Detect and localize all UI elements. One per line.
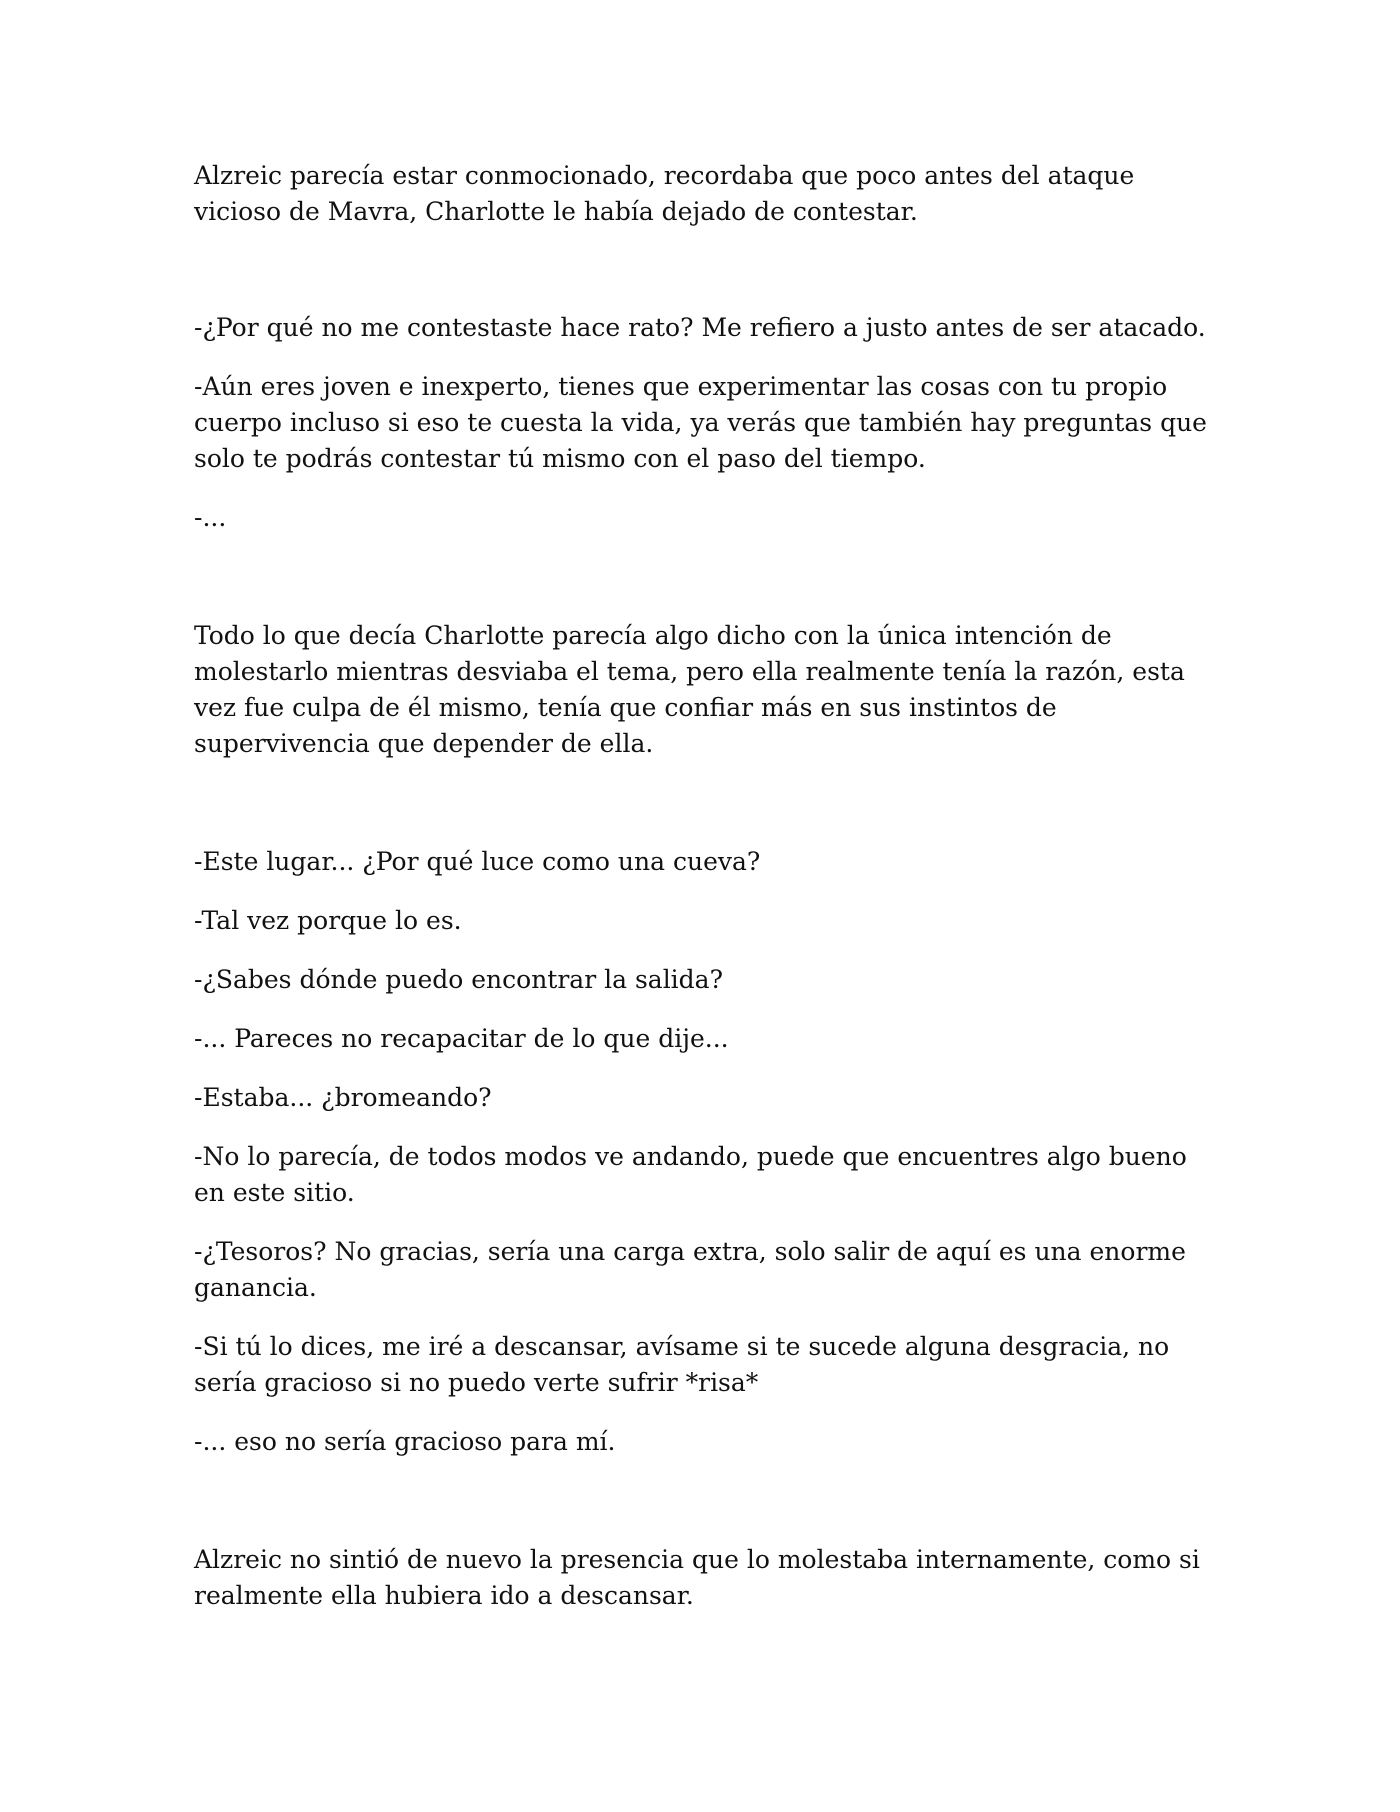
narration-paragraph: Alzreic parecía estar conmocionado, recordaba que poco antes del ataque vicioso de Mavra, Charlotte le había dejado de contestar. [194,161,1135,226]
dialogue-line: -... eso no sería gracioso para mí. [194,1427,616,1456]
dialogue-line: -... Pareces no recapacitar de lo que dije... [194,1024,729,1053]
dialogue-line: -Si tú lo dices, me iré a descansar, avísame si te sucede alguna desgracia, no sería gracioso si no puedo verte sufrir *risa* [194,1332,1170,1397]
dialogue-line: -No lo parecía, de todos modos ve andando, puede que encuentres algo bueno en este sitio. [194,1142,1187,1207]
narration-paragraph: Todo lo que decía Charlotte parecía algo dicho con la única intención de molestarlo mientras desviaba el tema, pero ella realmente tenía la razón, esta vez fue culpa de él mismo, tenía que confiar más en sus instintos de supervivencia que depender de ella. [194,621,1185,758]
dialogue-line: -Tal vez porque lo es. [194,906,462,935]
dialogue-line: -Estaba... ¿bromeando? [194,1083,492,1112]
dialogue-line: -... [194,503,227,532]
narration-paragraph: Alzreic no sintió de nuevo la presencia que lo molestaba internamente, como si realmente ella hubiera ido a descansar. [194,1545,1200,1610]
dialogue-line: -Este lugar... ¿Por qué luce como una cueva? [194,847,761,876]
document-body [194,158,1214,1637]
dialogue-line: -¿Tesoros? No gracias, sería una carga extra, solo salir de aquí es una enorme ganancia. [194,1237,1186,1302]
dialogue-line: -¿Sabes dónde puedo encontrar la salida? [194,965,723,994]
dialogue-line: -¿Por qué no me contestaste hace rato? Me refiero a justo antes de ser atacado. [194,313,1206,342]
dialogue-line: -Aún eres joven e inexperto, tienes que experimentar las cosas con tu propio cuerpo incluso si eso te cuesta la vida, ya verás que también hay preguntas que solo te podrás contestar tú mismo con el paso del tiempo. [194,372,1207,473]
